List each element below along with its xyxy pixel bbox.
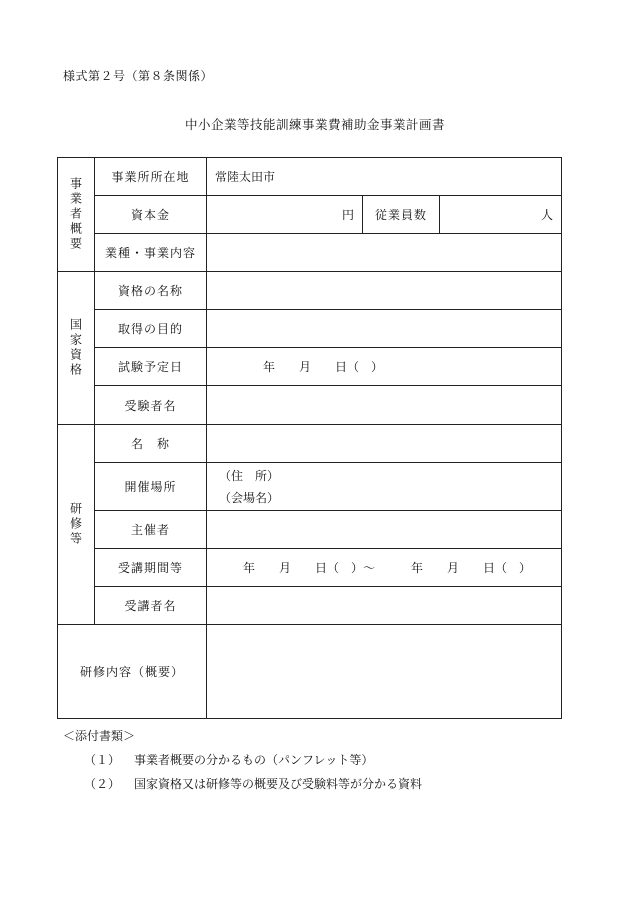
period-label: 受講期間等 [95, 549, 207, 587]
venue-hall-label: （会場名） [219, 490, 280, 505]
training-name-label: 名 称 [95, 425, 207, 463]
row-trainee [58, 587, 562, 625]
plan-table [57, 157, 562, 719]
qualification-name-field[interactable] [207, 272, 562, 310]
attachment-item-1 [84, 751, 373, 768]
employees-field[interactable]: 人 [440, 196, 562, 234]
training-name-field[interactable] [207, 425, 562, 463]
period-field[interactable]: 年 月 日（ ）～ 年 月 日（ ） [207, 549, 562, 587]
row-location [58, 158, 562, 196]
row-industry [58, 234, 562, 272]
content-label: 研修内容（概要） [58, 625, 207, 719]
row-training-name [58, 425, 562, 463]
row-period [58, 549, 562, 587]
location-label: 事業所所在地 [95, 158, 207, 196]
row-exam-date [58, 348, 562, 386]
purpose-label: 取得の目的 [95, 310, 207, 348]
row-purpose [58, 310, 562, 348]
exam-date-field[interactable]: 年 月 日（ ） [207, 348, 562, 386]
row-organizer [58, 511, 562, 549]
venue-label: 開催場所 [95, 463, 207, 511]
form-number: 様式第２号（第８条関係） [63, 69, 214, 83]
industry-field[interactable] [207, 234, 562, 272]
attachment-item-1-text: 事業者概要の分かるもの（パンフレット等） [134, 753, 374, 767]
purpose-field[interactable] [207, 310, 562, 348]
venue-address-label: （住 所） [219, 468, 280, 483]
attachments-heading: ＜添付書類＞ [63, 729, 136, 743]
capital-field[interactable]: 円 [207, 196, 363, 234]
row-venue [58, 463, 562, 511]
row-examinee [58, 386, 562, 425]
location-value[interactable]: 常陸太田市 [207, 158, 562, 196]
row-content [58, 625, 562, 719]
document-title: 中小企業等技能訓練事業費補助金事業計画書 [184, 117, 445, 132]
trainee-label: 受講者名 [95, 587, 207, 625]
organizer-field[interactable] [207, 511, 562, 549]
row-qualification-name [58, 272, 562, 310]
employees-label: 従業員数 [363, 196, 440, 234]
category-business: 事業者概要 [58, 158, 95, 272]
organizer-label: 主催者 [95, 511, 207, 549]
category-training: 研修等 [58, 425, 95, 625]
capital-label: 資本金 [95, 196, 207, 234]
examinee-label: 受験者名 [95, 386, 207, 425]
category-qualification: 国家資格 [58, 272, 95, 425]
attachment-item-2-number: （２） [84, 777, 121, 791]
content-field[interactable] [207, 625, 562, 719]
attachment-item-2-text: 国家資格又は研修等の概要及び受験料等が分かる資料 [134, 777, 423, 791]
qualification-name-label: 資格の名称 [95, 272, 207, 310]
examinee-field[interactable] [207, 386, 562, 425]
trainee-field[interactable] [207, 587, 562, 625]
row-capital [58, 196, 562, 234]
attachment-item-2 [84, 775, 422, 792]
exam-date-label: 試験予定日 [95, 348, 207, 386]
attachment-item-1-number: （１） [84, 753, 121, 767]
venue-field[interactable] [207, 463, 562, 511]
industry-label: 業種・事業内容 [95, 234, 207, 272]
